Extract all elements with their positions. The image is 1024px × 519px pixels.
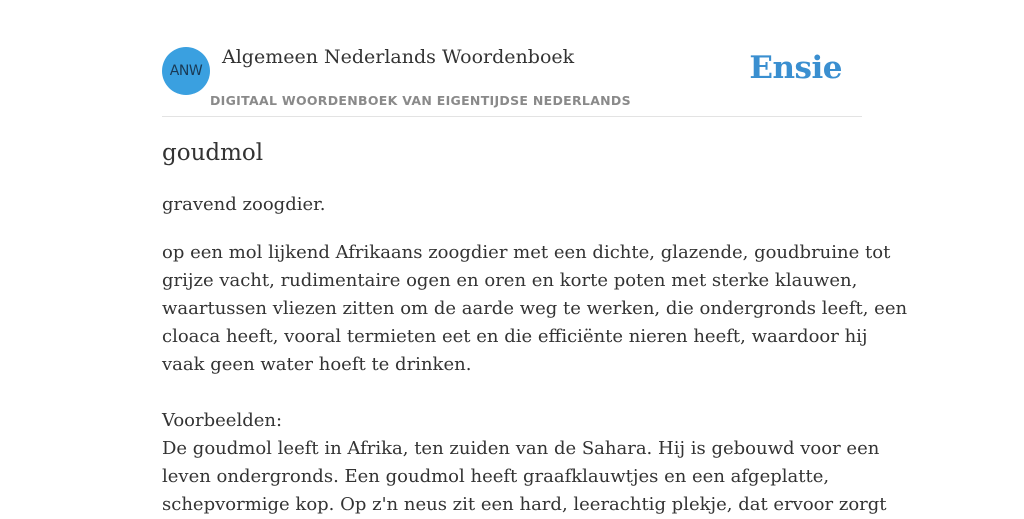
definition-line: vaak geen water hoeft te drinken.	[162, 354, 472, 375]
headword: goudmol	[162, 140, 264, 166]
short-definition: gravend zoogdier.	[162, 194, 326, 215]
examples-text	[162, 435, 887, 519]
logo-text: ANW	[169, 63, 203, 79]
site-title[interactable]: Algemeen Nederlands Woordenboek	[222, 46, 575, 68]
ensie-brand-link[interactable]: Ensie	[749, 50, 842, 86]
definition-text	[162, 239, 908, 379]
example-line: De goudmol leeft in Afrika, ten zuiden van de Sahara. Hij is gebouwd voor een	[162, 438, 880, 459]
definition-line: op een mol lijkend Afrikaans zoogdier met een dichte, glazende, goudbruine tot	[162, 242, 891, 263]
definition-line: cloaca heeft, vooral termieten eet en die efficiënte nieren heeft, waardoor hij	[162, 326, 868, 347]
example-line: schepvormige kop. Op z'n neus zit een hard, leerachtig plekje, dat ervoor zorgt	[162, 494, 887, 515]
anw-logo[interactable]	[162, 47, 210, 95]
definition-line: waartussen vliezen zitten om de aarde weg te werken, die ondergronds leeft, een	[162, 298, 908, 319]
site-subtitle: DIGITAAL WOORDENBOEK VAN EIGENTIJDSE NEDERLANDS	[210, 93, 631, 108]
site-header	[162, 0, 862, 117]
example-line: leven ondergronds. Een goudmol heeft graafklauwtjes en een afgeplatte,	[162, 466, 830, 487]
page-container	[162, 0, 908, 515]
definition-line: grijze vacht, rudimentaire ogen en oren en korte poten met sterke klauwen,	[162, 270, 858, 291]
examples-label: Voorbeelden:	[162, 410, 283, 431]
